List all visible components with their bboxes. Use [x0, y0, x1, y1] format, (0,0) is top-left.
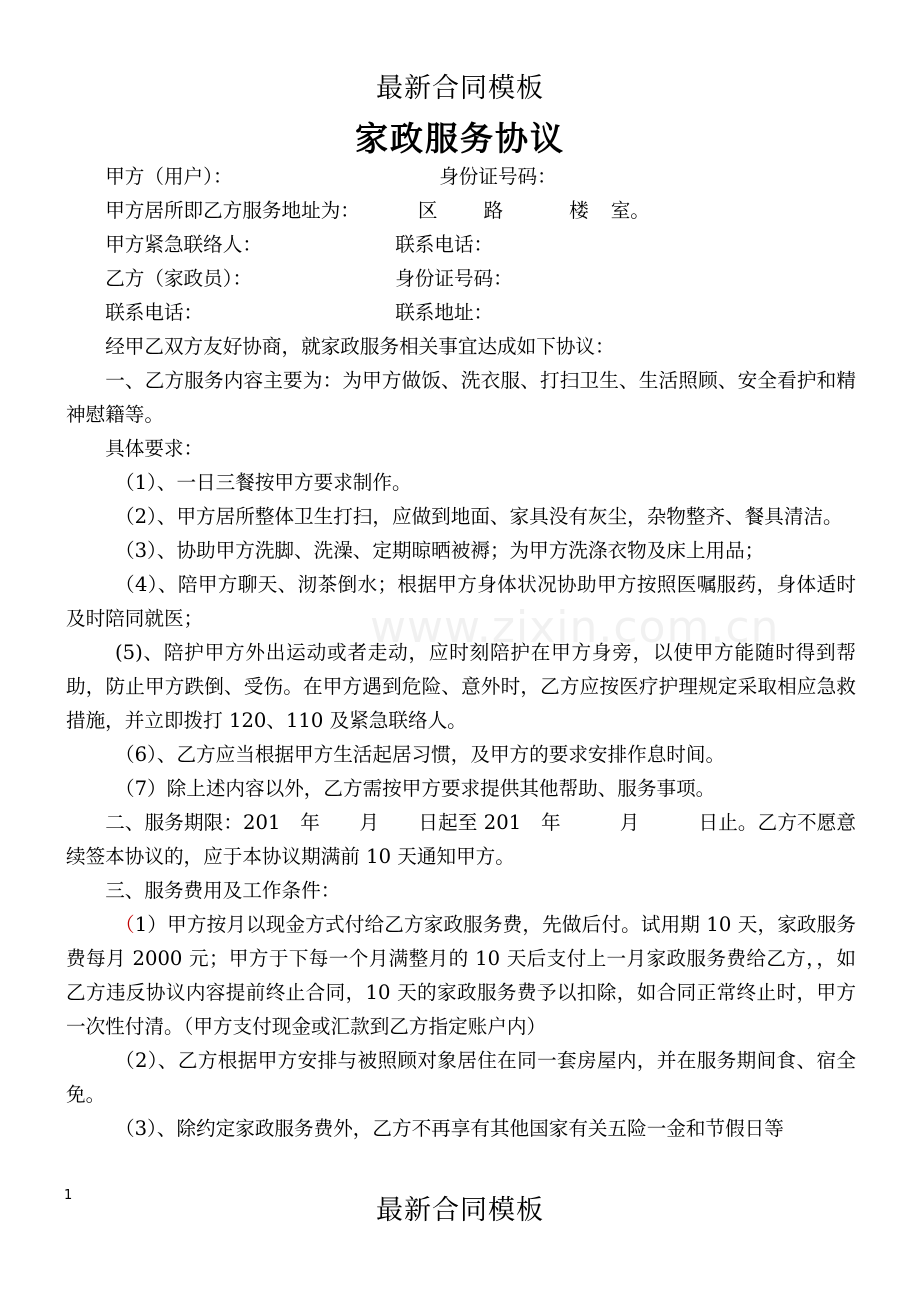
address-road: 路: [483, 199, 504, 222]
emergency-contact-label: 甲方紧急联络人：: [105, 233, 262, 256]
watermark: www.zixin.com.cn: [370, 602, 780, 653]
emergency-phone-label: 联系电话：: [395, 233, 494, 256]
party-a-id-label: 身份证号码：: [439, 165, 557, 188]
address-room: 室。: [610, 199, 650, 222]
fee-clause-1-text: 1）甲方按月以现金方式付给乙方家政服务费，先做后付。试用期 10 天，家政服务费每月 2000 元；甲方于下每一个月满整月的 10 天后支付上一月家政服务费给乙方，，如乙方违反协议内容提前终止合同，10 天的家政服务费予以扣除，如合同正常终止时，甲方一次性付清。（甲方支付现金或汇款到乙方指定账户内）: [66, 913, 857, 1038]
page-footer: 最新合同模板: [376, 1195, 544, 1226]
intro-paragraph: 经甲乙双方友好协商，就家政服务相关事宜达成如下协议：: [105, 335, 615, 358]
fee-clause-1: [66, 908, 856, 1044]
section-3-fees-heading: 三、服务费用及工作条件：: [105, 879, 341, 902]
fee-clause-1-open-paren: （: [115, 913, 135, 936]
section-1-service-content: 一、乙方服务内容主要为：为甲方做饭、洗衣服、打扫卫生、生活照顾、安全看护和精神慰籍等。: [66, 369, 856, 426]
address-row: [66, 194, 856, 228]
party-a-row: [66, 160, 856, 194]
requirement-5: (5)、陪护甲方外出运动或者走动，应时刻陪护在甲方身旁，以使甲方能随时得到帮助，防止甲方跌倒、受伤。在甲方遇到危险、意外时，乙方应按医疗护理规定采取相应急救措施，并立即拨打 120、110 及紧急联络人。: [66, 641, 856, 732]
requirement-1: （1）、一日三餐按甲方要求制作。: [115, 471, 412, 494]
requirement-6: （6）、乙方应当根据甲方生活起居习惯，及甲方的要求安排作息时间。: [115, 743, 726, 766]
address-building: 楼: [569, 199, 589, 222]
party-b-id-label: 身份证号码：: [395, 267, 513, 290]
party-b-row: [66, 262, 856, 296]
requirement-2: （2）、甲方居所整体卫生打扫，应做到地面、家具没有灰尘，杂物整齐、餐具清洁。: [115, 505, 843, 528]
document-title: 家政服务协议: [355, 119, 565, 158]
page-header: 最新合同模板: [376, 73, 544, 104]
fee-clause-3: （3）、除约定家政服务费外，乙方不再享有其他国家有关五险一金和节假日等: [115, 1117, 784, 1140]
address-label: 甲方居所即乙方服务地址为：: [105, 199, 360, 222]
requirements-heading: 具体要求：: [105, 437, 204, 460]
address-district: 区: [417, 199, 438, 222]
party-b-phone-label: 联系电话：: [105, 301, 204, 324]
page-number: 1: [64, 1188, 73, 1203]
requirement-7: （7）除上述内容以外，乙方需按甲方要求提供其他帮助、服务事项。: [115, 777, 716, 800]
requirement-4: （4）、陪甲方聊天、沏茶倒水；根据甲方身体状况协助甲方按照医嘱服药，身体适时及时陪同就医；: [66, 573, 856, 630]
fee-clause-2: （2）、乙方根据甲方安排与被照顾对象居住在同一套房屋内，并在服务期间食、宿全免。: [66, 1049, 856, 1106]
party-b-label: 乙方（家政员）：: [105, 267, 253, 290]
party-a-label: 甲方（用户）：: [105, 165, 233, 188]
section-2-service-term: 二、服务期限：201 年 月 日起至 201 年 月 日止。乙方不愿意续签本协议的，应于本协议期满前 10 天通知甲方。: [66, 811, 856, 868]
party-b-contact-row: [66, 296, 856, 330]
party-b-address-label: 联系地址：: [395, 301, 494, 324]
requirement-3: （3）、协助甲方洗脚、洗澡、定期晾晒被褥；为甲方洗涤衣物及床上用品；: [115, 539, 765, 562]
document-body: [66, 160, 856, 1146]
emergency-row: [66, 228, 856, 262]
